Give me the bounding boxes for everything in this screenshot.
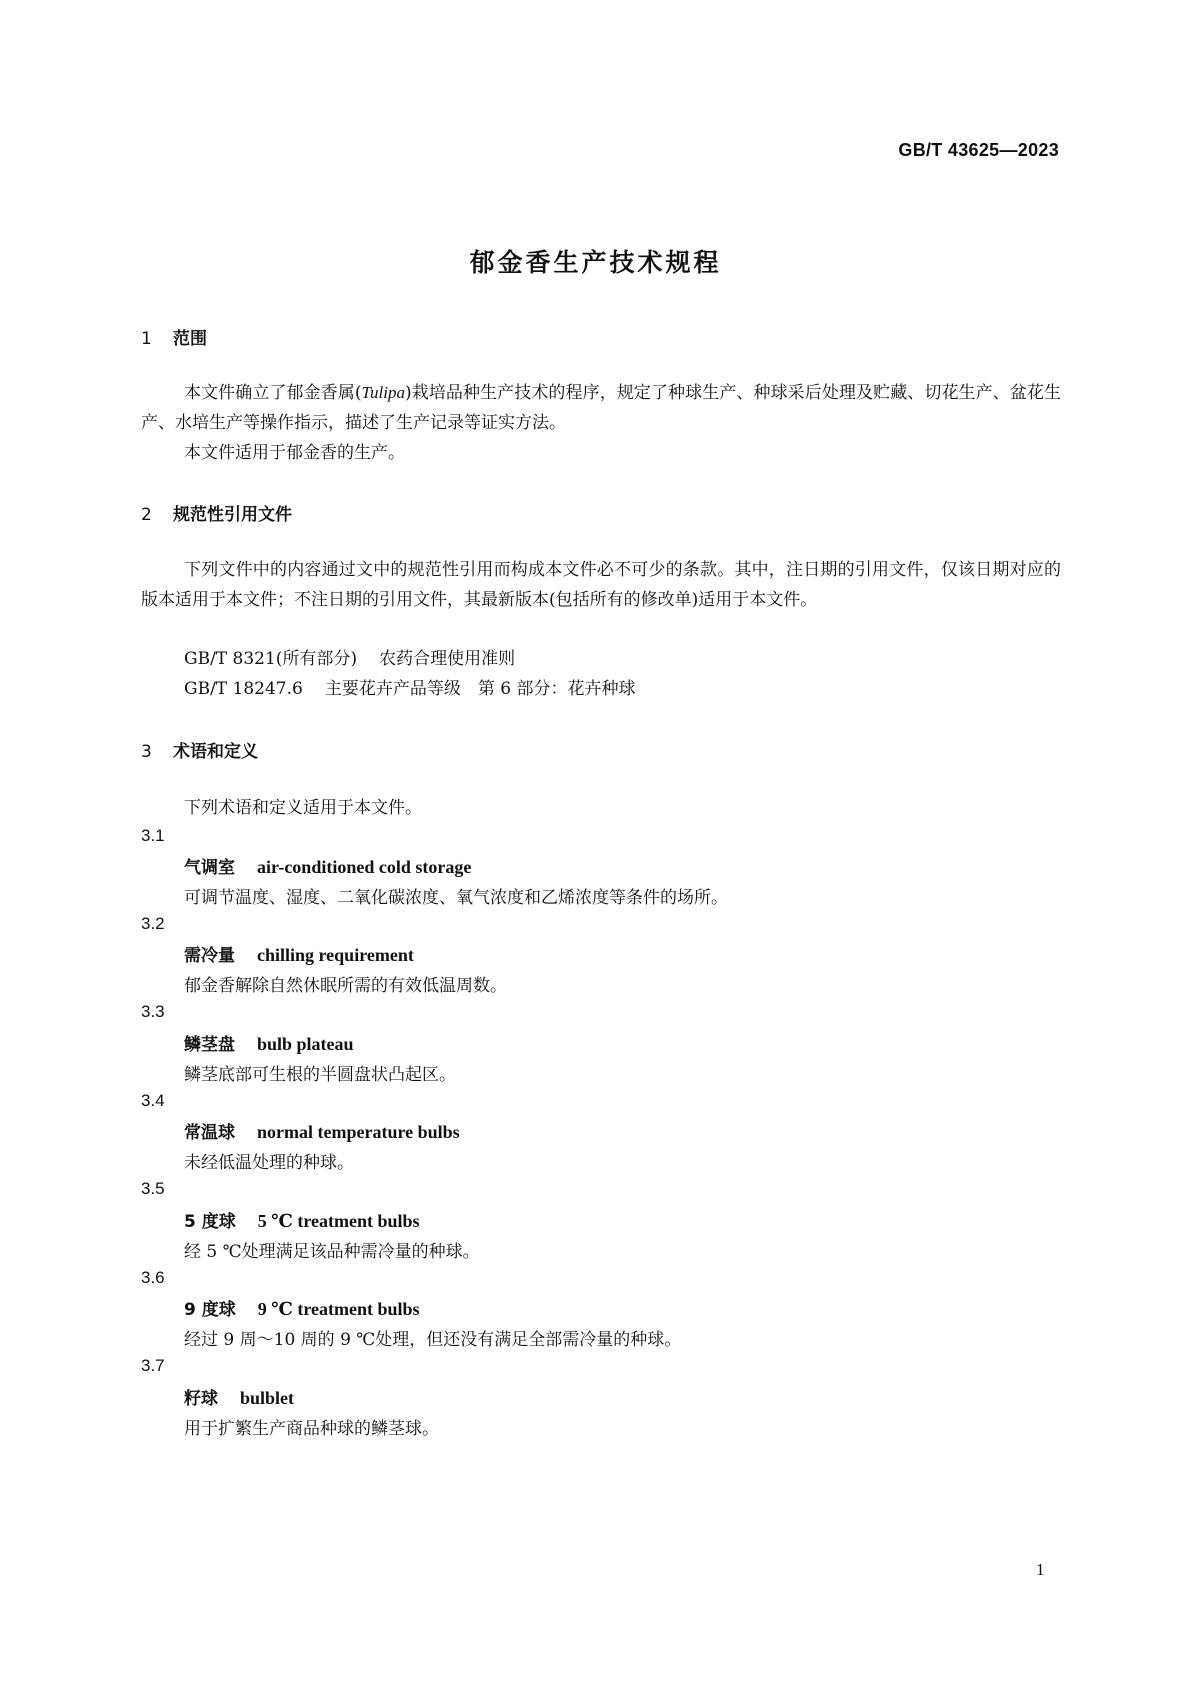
term-definition: 郁金香解除自然休眠所需的有效低温周数。 <box>184 976 507 996</box>
standard-code: GB/T 43625—2023 <box>898 140 1059 160</box>
term-chinese: 9 度球 <box>184 1300 236 1320</box>
section-number: 2 <box>141 505 152 525</box>
reference-code: GB/T 18247.6 <box>184 679 303 699</box>
term-definition: 经 5 ℃处理满足该品种需冷量的种球。 <box>184 1242 480 1262</box>
term-definition: 鳞茎底部可生根的半圆盘状凸起区。 <box>184 1065 456 1085</box>
scope-text-after: )栽培品种生产技术的程序，规定了种球生产、种球采后处理及贮藏、切花生产、盆花生产、水培生产等操作指示，描述了生产记录等证实方法。 <box>141 383 1061 433</box>
normative-references-paragraph: 下列文件中的内容通过文中的规范性引用而构成本文件必不可少的条款。其中，注日期的引用文件，仅该日期对应的版本适用于本文件；不注日期的引用文件，其最新版本(包括所有的修改单)适用于本文件。 <box>141 560 1061 610</box>
reference-item <box>184 644 515 674</box>
scope-genus-italic: Tulipa <box>361 383 405 402</box>
term-english: normal temperature bulbs <box>257 1122 460 1142</box>
section-2-heading <box>141 500 292 525</box>
term-definition: 未经低温处理的种球。 <box>184 1153 354 1173</box>
term-heading <box>184 853 471 878</box>
term-chinese: 5 度球 <box>184 1212 236 1232</box>
term-chinese: 气调室 <box>184 858 235 878</box>
term-chinese: 籽球 <box>184 1389 218 1409</box>
term-definition: 经过 9 周～10 周的 9 ℃处理，但还没有满足全部需冷量的种球。 <box>184 1330 682 1350</box>
term-number: 3.4 <box>141 1091 165 1110</box>
term-english: air-conditioned cold storage <box>257 857 472 877</box>
term-heading <box>184 1384 294 1409</box>
term-heading <box>184 1030 354 1055</box>
reference-code: GB/T 8321(所有部分) <box>184 649 358 669</box>
reference-title: 农药合理使用准则 <box>379 649 516 669</box>
term-chinese: 需冷量 <box>184 946 235 966</box>
term-english: 5 ℃ treatment bulbs <box>257 1211 420 1231</box>
term-definition: 用于扩繁生产商品种球的鳞茎球。 <box>184 1419 439 1439</box>
term-chinese: 常温球 <box>184 1123 235 1143</box>
term-english: chilling requirement <box>257 945 414 965</box>
scope-applicability: 本文件适用于郁金香的生产。 <box>184 443 405 463</box>
reference-item <box>184 674 635 704</box>
term-chinese: 鳞茎盘 <box>184 1035 235 1055</box>
term-heading <box>184 1207 420 1232</box>
term-english: 9 ℃ treatment bulbs <box>257 1299 420 1319</box>
section-number: 1 <box>141 329 152 349</box>
scope-paragraph <box>141 378 1061 438</box>
section-1-heading <box>141 324 207 349</box>
document-title: 郁金香生产技术规程 <box>469 248 722 277</box>
terms-intro: 下列术语和定义适用于本文件。 <box>184 798 422 818</box>
term-heading <box>184 1118 460 1143</box>
term-number: 3.1 <box>141 826 165 845</box>
term-number: 3.7 <box>141 1356 165 1375</box>
term-heading <box>184 941 414 966</box>
section-3-heading <box>141 737 258 762</box>
reference-title: 主要花卉产品等级 第 6 部分：花卉种球 <box>324 679 636 699</box>
section-title: 规范性引用文件 <box>173 505 292 525</box>
term-number: 3.5 <box>141 1179 165 1198</box>
term-number: 3.3 <box>141 1002 165 1021</box>
page-number: 1 <box>1036 1560 1045 1579</box>
term-heading <box>184 1295 420 1320</box>
term-definition: 可调节温度、湿度、二氧化碳浓度、氧气浓度和乙烯浓度等条件的场所。 <box>184 888 728 908</box>
term-number: 3.2 <box>141 914 165 933</box>
term-english: bulb plateau <box>257 1034 354 1054</box>
scope-text-before: 本文件确立了郁金香属( <box>184 383 362 403</box>
section-title: 术语和定义 <box>173 742 258 762</box>
section-number: 3 <box>141 742 152 762</box>
term-number: 3.6 <box>141 1268 165 1287</box>
term-english: bulblet <box>240 1388 295 1408</box>
section-title: 范围 <box>173 329 207 349</box>
